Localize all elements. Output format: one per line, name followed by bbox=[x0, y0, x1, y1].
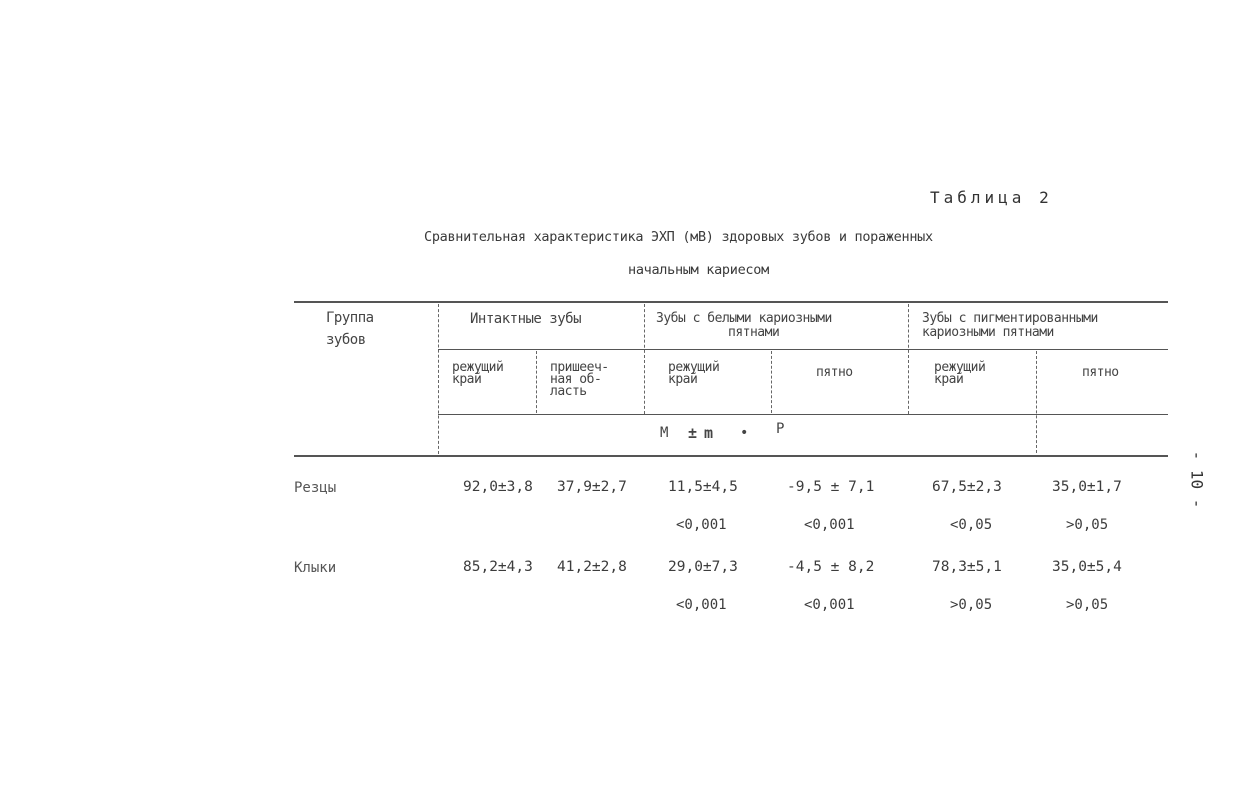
stat-symbol-p: Р bbox=[776, 421, 784, 437]
cell-value: 35,0±1,7 bbox=[1052, 479, 1122, 495]
subheader-cutting-edge-2: режущий bbox=[668, 360, 720, 375]
column-divider bbox=[438, 304, 439, 454]
table-title-line-1: Сравнительная характеристика ЭХП (мВ) здоровых зубов и пораженных bbox=[424, 229, 933, 245]
column-divider bbox=[771, 351, 772, 413]
cell-value: 92,0±3,8 bbox=[463, 479, 533, 495]
table-title-line-2: начальным кариесом bbox=[628, 262, 769, 278]
cell-p-value: <0,001 bbox=[804, 597, 855, 613]
cell-p-value: <0,05 bbox=[950, 517, 993, 533]
subheader-cutting-edge-1: режущий bbox=[452, 360, 504, 375]
cell-p-value: >0,05 bbox=[1066, 597, 1109, 613]
cell-p-value: <0,001 bbox=[676, 517, 727, 533]
group-header-pigmented-line-1: Зубы с пигментированными bbox=[922, 311, 1098, 326]
cell-value: 41,2±2,8 bbox=[557, 559, 627, 575]
subheader-cervical-line-3: ласть bbox=[550, 384, 587, 399]
cell-p-value: >0,05 bbox=[950, 597, 993, 613]
column-divider bbox=[644, 304, 645, 414]
row-label-incisors: Резцы bbox=[294, 480, 337, 496]
cell-value: 85,2±4,3 bbox=[463, 559, 533, 575]
stat-row-rule bbox=[438, 414, 1168, 415]
stat-symbol-dot: • bbox=[740, 425, 748, 441]
cell-value: -4,5 ± 8,2 bbox=[787, 559, 875, 575]
row-label-canines: Клыки bbox=[294, 560, 337, 576]
column-divider bbox=[536, 351, 537, 413]
cell-value: 29,0±7,3 bbox=[668, 559, 738, 575]
subheader-cutting-edge-3-line-2: край bbox=[934, 372, 964, 387]
cell-p-value: <0,001 bbox=[676, 597, 727, 613]
subheader-cutting-edge-2-line-2: край bbox=[668, 372, 698, 387]
row-header-line-1: Группа bbox=[326, 310, 374, 326]
cell-p-value: >0,05 bbox=[1066, 517, 1109, 533]
page-number: - 10 - bbox=[1187, 450, 1207, 509]
subheader-rule bbox=[438, 349, 1168, 350]
cell-value: 35,0±5,4 bbox=[1052, 559, 1122, 575]
subheader-spot-1: пятно bbox=[816, 365, 853, 380]
table-label: Таблица 2 bbox=[930, 188, 1053, 207]
stat-symbol-m: m bbox=[704, 424, 713, 442]
group-header-pigmented-line-2: кариозными пятнами bbox=[922, 325, 1054, 340]
header-bottom-rule bbox=[294, 455, 1168, 457]
column-divider bbox=[1036, 351, 1037, 453]
cell-value: -9,5 ± 7,1 bbox=[787, 479, 875, 495]
subheader-cutting-edge-3: режущий bbox=[934, 360, 986, 375]
row-header-line-2: зубов bbox=[326, 332, 366, 348]
subheader-spot-2: пятно bbox=[1082, 365, 1119, 380]
cell-value: 78,3±5,1 bbox=[932, 559, 1002, 575]
cell-value: 11,5±4,5 bbox=[668, 479, 738, 495]
subheader-cutting-edge-1-line-2: край bbox=[452, 372, 482, 387]
cell-p-value: <0,001 bbox=[804, 517, 855, 533]
cell-value: 67,5±2,3 bbox=[932, 479, 1002, 495]
group-header-intact: Интактные зубы bbox=[470, 311, 582, 327]
subheader-cervical-line-1: пришееч- bbox=[550, 360, 609, 375]
stat-symbol-plusminus: ± bbox=[688, 424, 697, 442]
group-header-white-spots-line-2: пятнами bbox=[728, 325, 780, 340]
cell-value: 37,9±2,7 bbox=[557, 479, 627, 495]
table-top-rule bbox=[294, 301, 1168, 303]
column-divider bbox=[908, 304, 909, 414]
stat-symbol-mean: М bbox=[660, 425, 668, 441]
subheader-cervical-line-2: ная об- bbox=[550, 372, 602, 387]
group-header-white-spots-line-1: Зубы с белыми кариозными bbox=[656, 311, 832, 326]
